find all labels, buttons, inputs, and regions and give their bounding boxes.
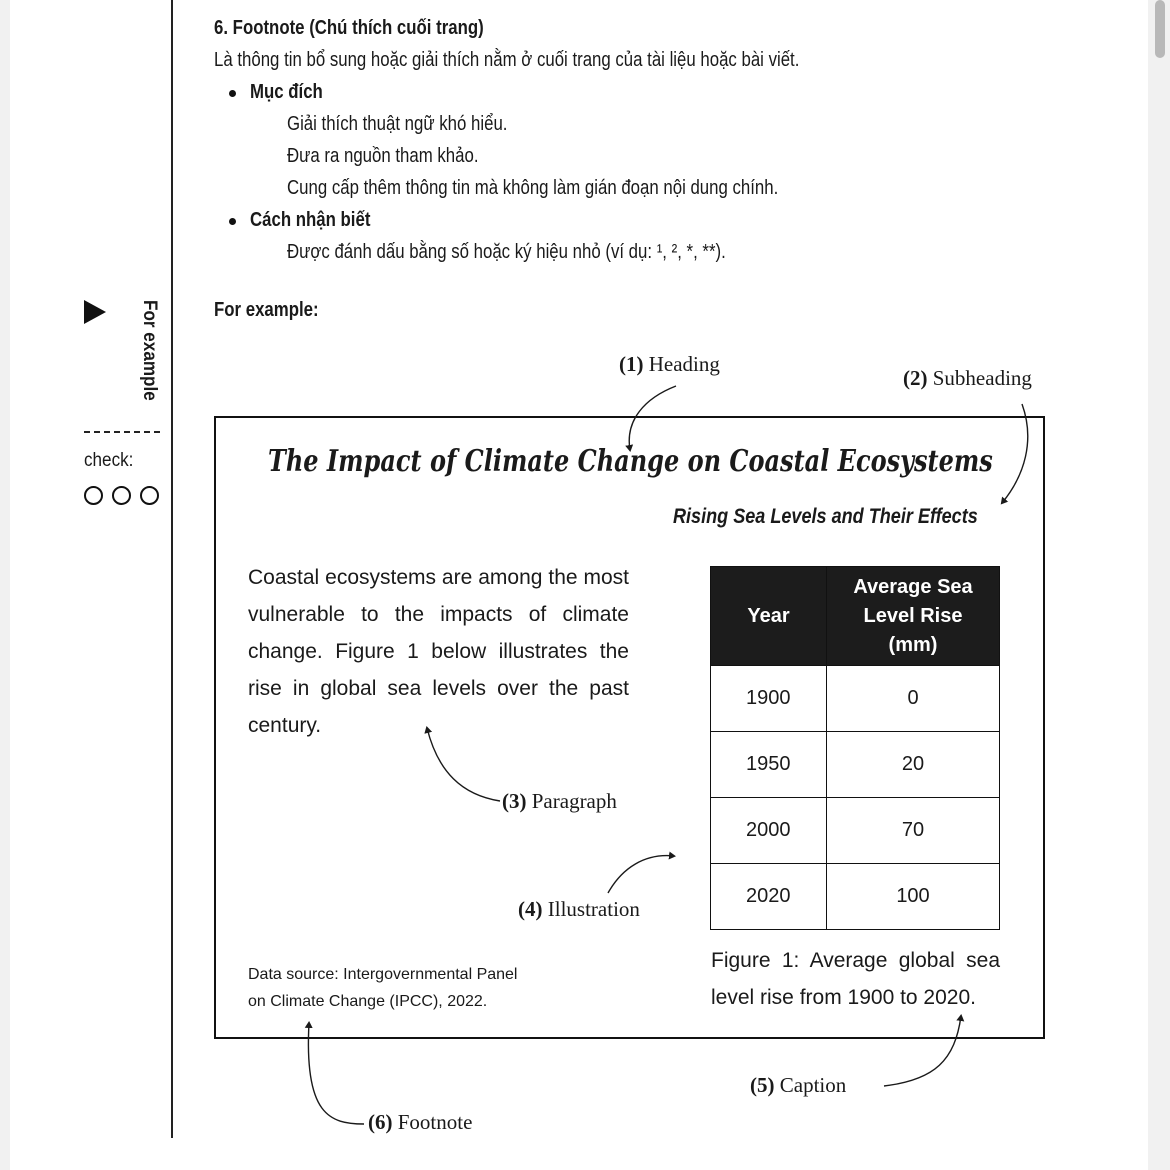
annotation-heading: (1) Heading [619,352,720,376]
annotation-caption: (5) Caption [750,1073,847,1097]
table-cell: 1900 [711,666,827,732]
table-cell: 70 [827,798,1000,864]
section-intro: Là thông tin bổ sung hoặc giải thích nằm ở cuối trang của tài liệu hoặc bài viết. [214,49,800,71]
table-header-cell: Average Sea Level Rise (mm) [827,567,1000,666]
purpose-item: Cung cấp thêm thông tin mà không làm gián đoạn nội dung chính. [287,177,779,199]
annotation-paragraph: (3) Paragraph [502,789,617,813]
arrow-icon [308,1023,364,1124]
table-cell: 100 [827,864,1000,930]
table-cell: 20 [827,732,1000,798]
example-subtitle: Rising Sea Levels and Their Effects [673,505,978,528]
figure-caption: Figure 1: Average global sea level rise from 1900 to 2020. [711,949,1000,1009]
annotation-illustration: (4) Illustration [518,897,640,921]
table-cell: 1950 [711,732,827,798]
arrow-icon [884,1016,961,1086]
table-cell: 2000 [711,798,827,864]
identify-title: Cách nhận biết [250,209,371,231]
arrow-icon [629,386,676,450]
annotation-subheading: (2) Subheading [903,366,1032,390]
table-cell: 2020 [711,864,827,930]
example-footnote: Data source: Intergovernmental Panel on Climate Change (IPCC), 2022. [248,966,518,1010]
identify-item: Được đánh dấu bằng số hoặc ký hiệu nhỏ (ví dụ: ¹, ², *, **). [287,241,726,263]
table-header-cell: Year [711,567,827,666]
purpose-item: Đưa ra nguồn tham khảo. [287,145,479,167]
arrow-icon [608,856,674,893]
arrow-icon [1002,404,1028,503]
example-paragraph: Coastal ecosystems are among the most vulnerable to the impacts of climate change. Figure 1 below illustrates the rise in global sea levels over the past century. [248,566,629,737]
arrow-icon [427,728,500,801]
purpose-title: Mục đích [250,81,323,103]
purpose-item: Giải thích thuật ngữ khó hiểu. [287,113,508,135]
annotation-footnote: (6) Footnote [368,1110,473,1134]
table-cell: 0 [827,666,1000,732]
check-label: check: [84,450,134,471]
section-heading: 6. Footnote (Chú thích cuối trang) [214,17,484,39]
sidebar-label: For example [139,300,160,401]
example-label: For example: [214,299,319,321]
example-title: The Impact of Climate Change on Coastal Ecosystems [268,444,993,479]
